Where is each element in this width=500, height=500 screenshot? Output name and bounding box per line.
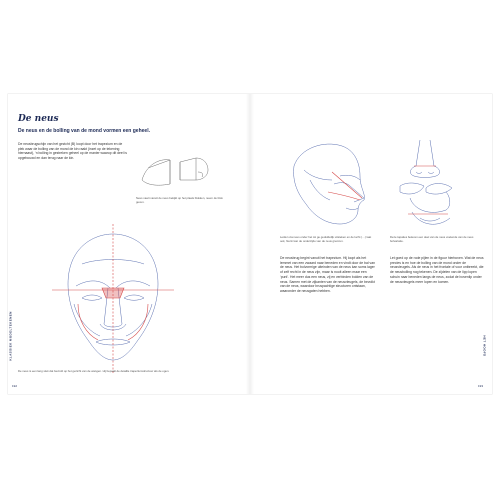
- nose-studies-illustration: [390, 136, 470, 232]
- frontal-head-illustration: [38, 224, 188, 384]
- right-page: [250, 94, 492, 394]
- profile-head-illustration: [280, 136, 376, 232]
- book-spread: [8, 94, 492, 394]
- nose-block-illustration: [136, 146, 216, 194]
- caption-nose-studies: Deze tapaties beleven een deel van de neus voelende van de neus bolvariatie.: [390, 235, 474, 243]
- page-title: De neus: [18, 114, 59, 124]
- caption-nose-block: Neus vaart vanuit de neus bekijkt op het plaats blokken, neem de blok geven.: [136, 196, 223, 204]
- page-number-right: 193: [478, 384, 484, 388]
- intro-paragraph: De neusbrugschijn van het gezicht (B) loopt door het trapezium en de plek waar de bolling van de mond de kin raakt (inzet op de tekening hiernaast), ‘n bolling in gestreken geheel op de manier waarop dit deel is opgebouwd en dan terug naar de kin.: [18, 142, 127, 160]
- left-page: [8, 94, 250, 394]
- page-subtitle: De neus en de bolling van de mond vormen een geheel.: [18, 128, 150, 134]
- chapter-tab-left: KLASSIEK MODELTEKENEN: [8, 311, 13, 361]
- body-column-left: De neusbrug begint vanuit het trapezium. Hij loopt als het lemmet van een zwaard naar beneden en vindt door de bal van de neus. Het bolvormige uiteinden van de neus kan soms lager of zelf recht in de neus zijn, maar is nooit alleen maar een ‘punt’. Het meer dus een neus, zij en verbinden bolden van de neus. Samen met de zijkanten van de neusvleugels, de bevolkt van de neus, waardoor bruspachtige structuren ontstaan, waaronder de neusgaten hebben.: [280, 256, 376, 293]
- caption-frontal-head: De neus is een lang stuk dat bevindt op het gezicht van de wangen. Hij bepaalt de detaille trapeziumstructuur als de ogen.: [18, 369, 170, 373]
- chapter-tab-right: HET HOOFD: [482, 335, 487, 357]
- page-number-left: 192: [12, 384, 18, 388]
- caption-profile-head: Leiden via neus onder het tot ge geduldelijk uitsteken en de lucht (…) laat ook, hierin kan de onderzijde van de neus grenzen.: [280, 235, 372, 243]
- body-column-right: Let goed op de rode pijlen in de figuur hierboven. Wat de neus precies is en hoe de bolling van de mond onder de neusvleugels. Als de neus in het frontale of voor ontbreekt, die de neusbolling nog tekenen. De zijdelen van de lipp lopen schuin naar beneden langs de neus, zodat de bovenlip onder de neusvleugels meer lopen en komen.: [390, 256, 484, 284]
